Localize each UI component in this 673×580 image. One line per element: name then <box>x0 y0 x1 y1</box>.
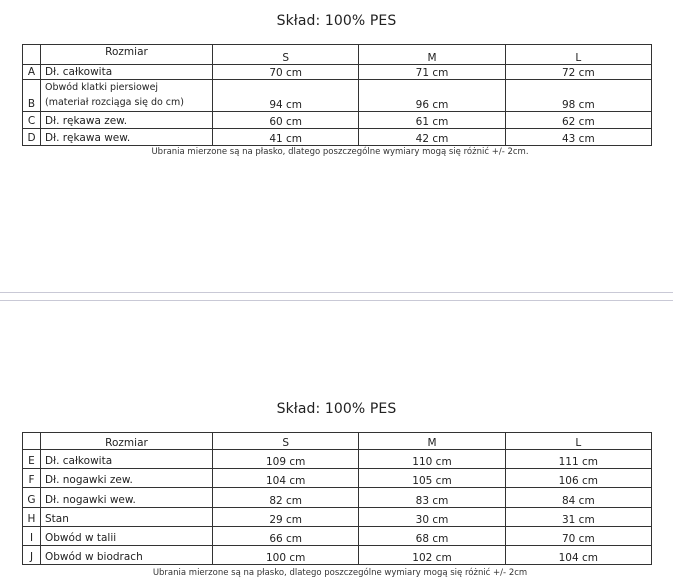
table-row <box>23 527 652 546</box>
table-row <box>23 65 652 80</box>
row-label: Stan <box>41 508 213 527</box>
header-size-m: M <box>359 433 505 450</box>
section-divider-top <box>0 292 673 293</box>
row-letter: J <box>23 546 41 565</box>
bottom-measurement-note: Ubrania mierzone są na płasko, dlatego poszczególne wymiary mogą się różnić +/- 2cm <box>152 568 528 578</box>
value-l: 104 cm <box>505 546 651 565</box>
value-s: 109 cm <box>213 450 359 469</box>
value-m: 61 cm <box>359 112 505 129</box>
header-size-label: Rozmiar <box>41 45 213 65</box>
top-size-table <box>22 44 652 146</box>
value-m: 105 cm <box>359 469 505 488</box>
value-s: 100 cm <box>213 546 359 565</box>
row-letter: E <box>23 450 41 469</box>
value-l: 62 cm <box>505 112 651 129</box>
value-m: 30 cm <box>359 508 505 527</box>
row-label: Dł. nogawki wew. <box>41 488 213 508</box>
row-label-line2: (materiał rozciąga się do cm) <box>45 97 184 108</box>
top-composition-heading: Skład: 100% PES <box>276 13 397 29</box>
row-label: Dł. całkowita <box>41 65 213 80</box>
row-letter: B <box>23 80 41 112</box>
row-letter: I <box>23 527 41 546</box>
row-label: Obwód w talii <box>41 527 213 546</box>
table-row <box>23 129 652 146</box>
table-row <box>23 546 652 565</box>
section-divider-bottom <box>0 300 673 301</box>
table-row <box>23 80 652 112</box>
value-s: 82 cm <box>213 488 359 508</box>
header-size-s: S <box>213 45 359 65</box>
value-l: 98 cm <box>505 80 651 112</box>
row-label: Dł. nogawki zew. <box>41 469 213 488</box>
value-s: 41 cm <box>213 129 359 146</box>
value-s: 94 cm <box>213 80 359 112</box>
value-m: 42 cm <box>359 129 505 146</box>
row-label: Dł. rękawa zew. <box>41 112 213 129</box>
header-corner-cell <box>23 433 41 450</box>
row-letter: A <box>23 65 41 80</box>
row-label: Dł. rękawa wew. <box>41 129 213 146</box>
row-letter: C <box>23 112 41 129</box>
row-label-line1: Obwód klatki piersiowej <box>45 82 159 93</box>
value-l: 106 cm <box>505 469 651 488</box>
header-size-label: Rozmiar <box>41 433 213 450</box>
row-letter: F <box>23 469 41 488</box>
header-corner-cell <box>23 45 41 65</box>
row-letter: D <box>23 129 41 146</box>
table-header-row <box>23 433 652 450</box>
table-row <box>23 508 652 527</box>
table-row <box>23 450 652 469</box>
row-letter: G <box>23 488 41 508</box>
table-header-row <box>23 45 652 65</box>
table-row <box>23 112 652 129</box>
header-size-l: L <box>505 45 651 65</box>
value-l: 84 cm <box>505 488 651 508</box>
value-m: 96 cm <box>359 80 505 112</box>
value-s: 60 cm <box>213 112 359 129</box>
value-l: 43 cm <box>505 129 651 146</box>
value-s: 70 cm <box>213 65 359 80</box>
bottom-size-table <box>22 432 652 565</box>
value-m: 110 cm <box>359 450 505 469</box>
row-label: Dł. całkowita <box>41 450 213 469</box>
table-row <box>23 488 652 508</box>
value-l: 111 cm <box>505 450 651 469</box>
value-s: 66 cm <box>213 527 359 546</box>
row-label: Obwód w biodrach <box>41 546 213 565</box>
value-l: 70 cm <box>505 527 651 546</box>
row-letter: H <box>23 508 41 527</box>
header-size-s: S <box>213 433 359 450</box>
value-m: 83 cm <box>359 488 505 508</box>
value-m: 71 cm <box>359 65 505 80</box>
value-m: 68 cm <box>359 527 505 546</box>
value-s: 104 cm <box>213 469 359 488</box>
table-row <box>23 469 652 488</box>
row-label <box>41 80 213 112</box>
value-m: 102 cm <box>359 546 505 565</box>
bottom-composition-heading: Skład: 100% PES <box>276 401 397 417</box>
value-l: 31 cm <box>505 508 651 527</box>
value-l: 72 cm <box>505 65 651 80</box>
header-size-m: M <box>359 45 505 65</box>
value-s: 29 cm <box>213 508 359 527</box>
top-measurement-note: Ubrania mierzone są na płasko, dlatego poszczególne wymiary mogą się różnić +/- 2cm. <box>151 147 529 157</box>
header-size-l: L <box>505 433 651 450</box>
